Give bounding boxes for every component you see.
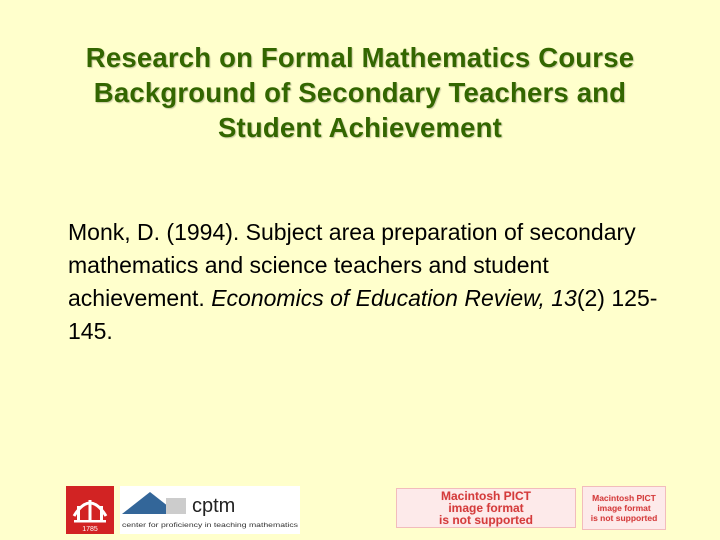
citation-journal: Economics of Education Review, — [211, 285, 545, 311]
footer-logos — [0, 480, 720, 540]
cptm-logo — [120, 486, 300, 534]
citation — [68, 216, 688, 348]
citation-pages: (2) 125-145. — [68, 285, 658, 344]
citation-author-text: Monk, D. (1994). Subject area preparation of secondary mathematics and science teachers and student achievement. — [68, 219, 636, 311]
title-line-3: Student Achievement — [218, 112, 502, 143]
image-placeholder-2 — [582, 486, 666, 530]
placeholder-2-line-2: image format — [597, 503, 651, 513]
placeholder-1-line-2: image format — [448, 501, 524, 515]
placeholder-2-line-3: is not supported — [590, 513, 658, 523]
title-line-2: Background of Secondary Teachers and — [93, 77, 627, 108]
slide-title — [20, 40, 700, 145]
cptm-logo-text: cptm — [192, 495, 236, 517]
placeholder-2-line-1: Macintosh PICT — [592, 493, 656, 503]
cptm-tagline: center for proficiency in teaching mathematics — [122, 522, 299, 529]
citation-volume: 13 — [551, 285, 577, 311]
cptm-logo-graphic — [120, 486, 300, 534]
uga-logo — [66, 486, 114, 534]
image-placeholder-1 — [396, 488, 576, 528]
placeholder-1-line-1: Macintosh PICT — [440, 489, 531, 503]
arch-icon — [66, 486, 114, 534]
title-line-1: Research on Formal Mathematics Course — [85, 42, 635, 73]
uga-logo-year: 1785 — [82, 526, 98, 533]
placeholder-1-line-3: is not supported — [439, 513, 533, 527]
